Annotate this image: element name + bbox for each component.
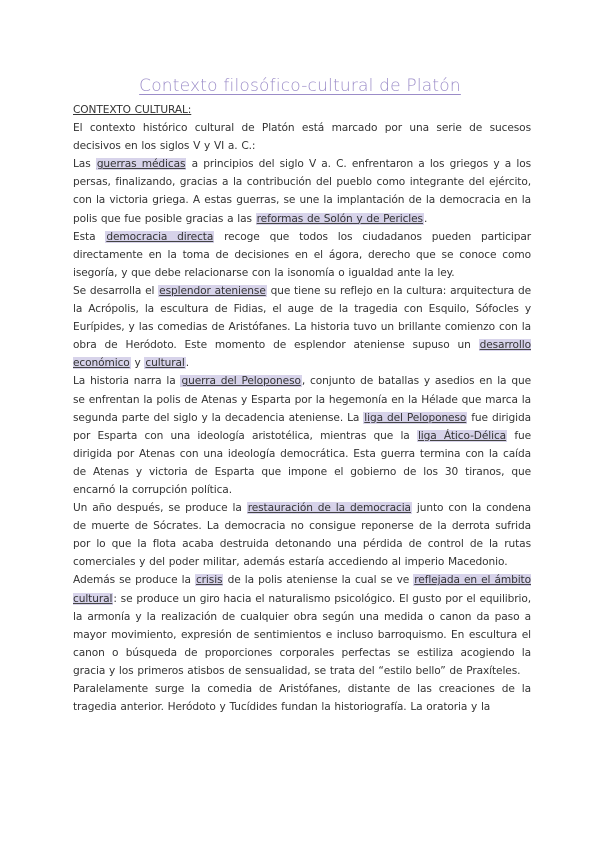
paragraph-1: El contexto histórico cultural de Platón está marcado por una serie de sucesos decisivos en los siglos V y VI a. C.: [73,122,531,153]
highlight-liga-atico-delica: liga Ático-Délica [417,429,507,442]
text-segment: que tiene su reflejo en la cultura: arquitectura de la Acrópolis, la escultura de Fidias, el auge de la tragedia con Esquilo, Sófocles y Eurípides, y las comedias de Aristófanes. La historia tuvo un brillante comienzo con la obra de Heródoto. Este momento de esplendor ateniense supuso un [73,284,531,352]
document-title: Contexto filosófico-cultural de Platón [139,76,461,96]
text-segment: La historia narra la [73,375,181,388]
text-segment: de la polis ateniense la cual se ve [223,574,414,587]
highlight-cultural: cultural [145,357,185,370]
paragraph-6 [73,499,531,571]
text-segment: . [423,212,428,225]
paragraph-5 [73,372,531,499]
text-segment: Se desarrolla el [73,284,159,297]
highlight-esplendor: esplendor ateniense [159,284,266,297]
text-segment: Las [73,158,96,171]
highlight-reformas: reformas de Solón y de Pericles [256,212,423,225]
text-segment: , conjunto de batallas y asedios en la que se enfrentan la polis de Atenas y Esparta por la hegemonía en la Hélade que marca la segunda parte del siglo y la decadencia ateniense. La [73,375,531,424]
highlight-guerra-peloponeso: guerra del Peloponeso [181,375,301,388]
text-segment: Esta [73,230,106,243]
text-segment: fue dirigida por Atenas con una ideología democrática. Esta guerra termina con la caída de Atenas y victoria de Esparta que impone el gobierno de los 30 tiranos, que encarnó la corrupción política. [73,429,531,496]
text-segment: : se produce un giro hacia el naturalismo psicológico. El gusto por el equilibrio, la armonía y la realización de cualquier obra según una medida o canon da paso a mayor movimiento, expresión de sentimientos e incluso barroquismo. En escultura el canon o búsqueda de proporciones corporales perfectas se estiliza acogiendo la gracia y los primeros atisbos de sensualidad, se trata del “estilo bello” de Praxíteles. [73,592,531,677]
paragraph-3 [73,228,531,282]
highlight-ambito-cultural: reflejada en el ámbito cultural [73,574,531,605]
highlight-democracia-directa: democracia directa [106,230,214,243]
section-heading-text: CONTEXTO CULTURAL: [73,104,192,116]
text-segment: . [185,357,190,370]
document-body [73,101,531,716]
highlight-crisis: crisis [195,574,223,587]
paragraph-4 [73,282,531,372]
text-segment: Además se produce la [73,574,195,587]
highlight-liga-peloponeso: liga del Peloponeso [364,411,467,424]
text-segment: recoge que todos los ciudadanos pueden participar directamente en la toma de decisiones en el ágora, derecho que se conoce como isegoría, y que debe relacionarse con la isonomía o igualdad ante la ley. [73,230,531,279]
text-segment: junto con la condena de muerte de Sócrates. La democracia no consigue reponerse de la derrota sufrida por lo que la flota acaba destruida detonando una pérdida de control de la rutas comerciales y del poder militar, además estaría accediendo al imperio Macedonio. [73,502,532,569]
text-segment: a principios del siglo V a. C. enfrentaron a los griegos y a los persas, finalizando, gracias a la contribución del pueblo como integrante del ejército, con la victoria griega. A estas guerras, se une la implantación de la democracia en la polis que fue posible gracias a las [73,158,531,225]
text-segment: y [130,357,145,370]
highlight-guerras-medicas: guerras médicas [96,158,186,171]
paragraph-2 [73,155,531,227]
highlight-desarrollo-economico: desarrollo económico [73,339,531,370]
text-segment: Un año después, se produce la [73,502,247,515]
text-segment: fue dirigida por Esparta con una ideología aristotélica, mientras que la [73,411,531,442]
paragraph-8: Paralelamente surge la comedia de Aristófanes, distante de las creaciones de la tragedia anterior. Heródoto y Tucídides fundan la historiografía. La oratoria y la [73,683,531,714]
section-heading [73,101,531,119]
highlight-restauracion: restauración de la democracia [247,502,411,515]
paragraph-7 [73,571,531,680]
